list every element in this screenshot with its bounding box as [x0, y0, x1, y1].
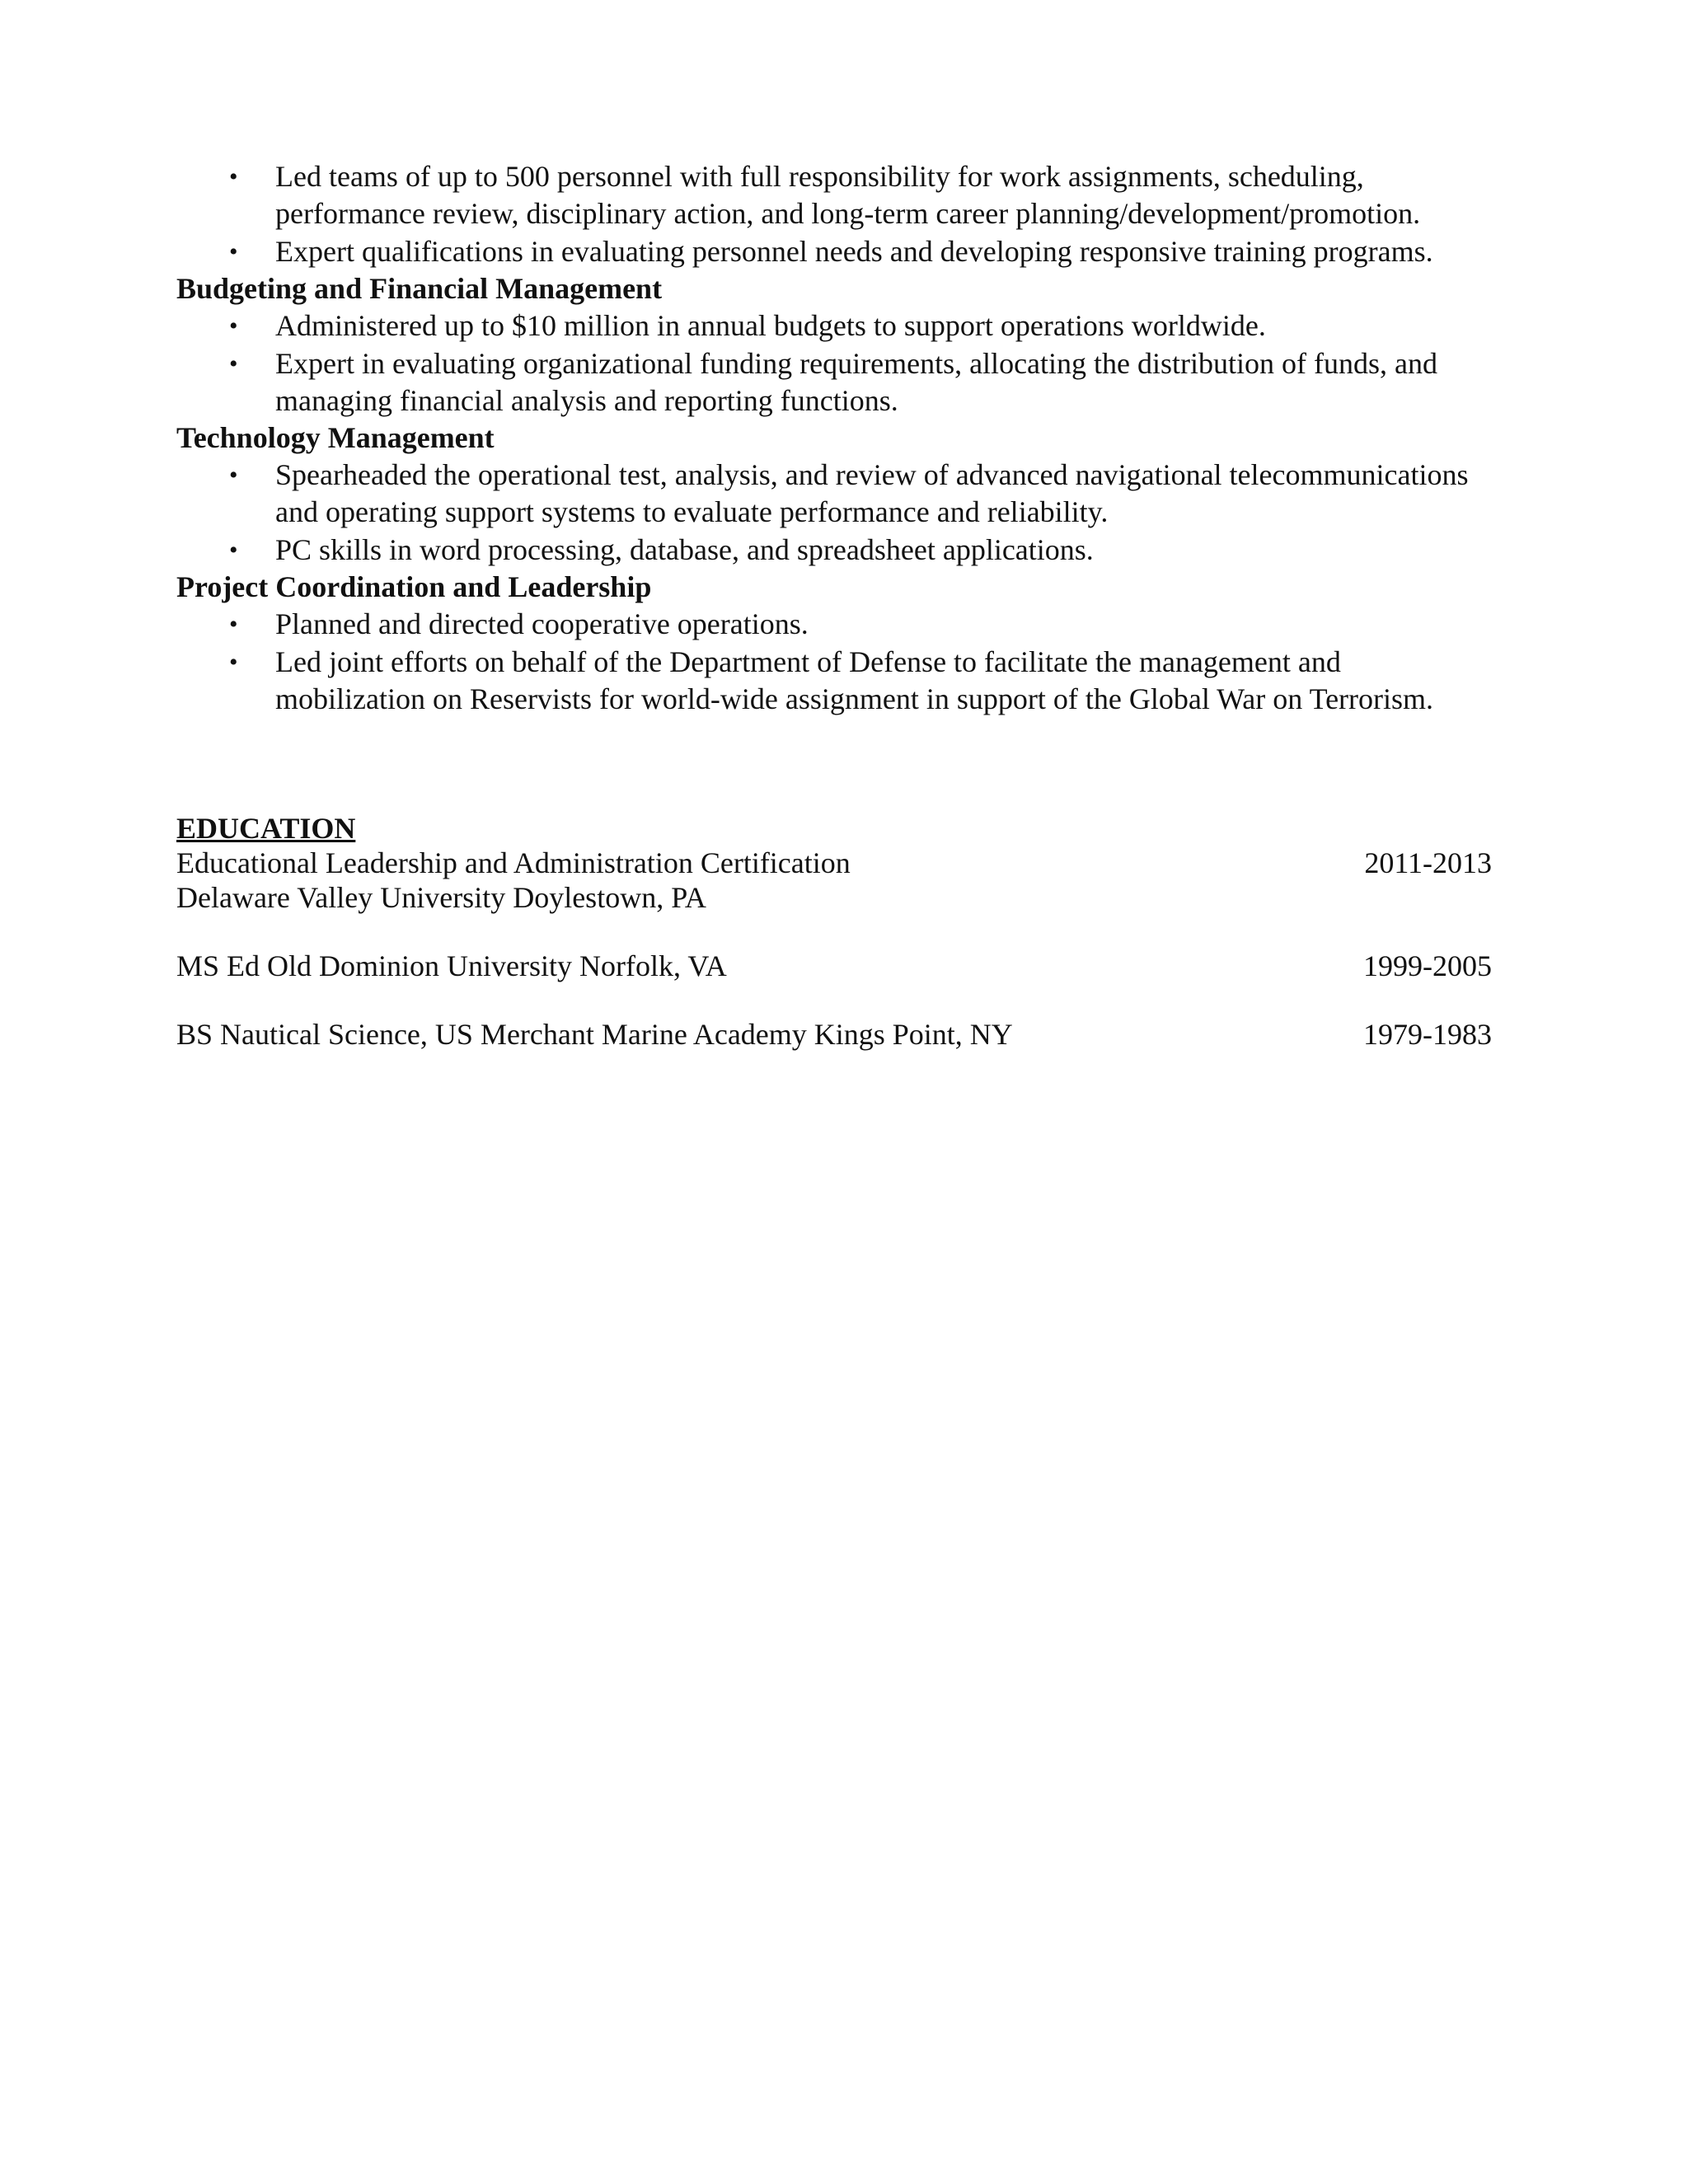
bullet-text: Led teams of up to 500 personnel with full responsibility for work assignments, scheduling, performance review, disciplinary action, and long-term career planning/development/promotion. [275, 160, 1421, 230]
bullet-icon: • [229, 312, 238, 340]
education-years: 2011-2013 [1364, 846, 1492, 879]
section-heading-project-coordination: Project Coordination and Leadership [176, 570, 652, 603]
intro-bullet-list [176, 158, 1492, 270]
education-institution: Delaware Valley University Doylestown, PA [176, 881, 706, 914]
section-heading-budgeting: Budgeting and Financial Management [176, 272, 663, 305]
list-item [176, 158, 1492, 232]
education-degree: MS Ed Old Dominion University Norfolk, VA [176, 949, 727, 982]
list-item [176, 457, 1492, 531]
bullet-icon: • [229, 649, 238, 676]
education-section [176, 811, 1492, 1052]
list-item [176, 307, 1492, 344]
bullet-text: Spearheaded the operational test, analysis, and review of advanced navigational telecommunications and operating support systems to evaluate performance and reliability. [275, 458, 1469, 528]
bullet-text: Planned and directed cooperative operations. [275, 607, 809, 640]
list-item [176, 345, 1492, 419]
budgeting-bullet-list [176, 307, 1492, 419]
bullet-icon: • [229, 537, 238, 564]
technology-bullet-list [176, 457, 1492, 569]
bullet-icon: • [229, 611, 238, 638]
section-heading-technology: Technology Management [176, 421, 495, 454]
bullet-icon: • [229, 350, 238, 377]
bullet-text: Expert qualifications in evaluating personnel needs and developing responsive training programs. [275, 235, 1433, 268]
bullet-icon: • [229, 462, 238, 489]
education-degree: BS Nautical Science, US Merchant Marine Academy Kings Point, NY [176, 1018, 1013, 1051]
bullet-text: Expert in evaluating organizational funding requirements, allocating the distribution of funds, and managing financial analysis and reporting functions. [275, 347, 1437, 417]
education-years: 1979-1983 [1363, 1018, 1492, 1051]
list-item [176, 644, 1492, 718]
list-item [176, 233, 1492, 270]
education-heading: EDUCATION [176, 812, 356, 845]
bullet-icon: • [229, 238, 238, 265]
list-item [176, 606, 1492, 643]
education-entry-row [176, 949, 1492, 983]
education-entry [176, 846, 1492, 915]
bullet-text: Led joint efforts on behalf of the Department of Defense to facilitate the management and mobilization on Reservists for world-wide assignment in support of the Global War on Terrorism. [275, 645, 1434, 715]
skills-content [176, 158, 1492, 718]
education-entry [176, 949, 1492, 983]
bullet-icon: • [229, 163, 238, 190]
education-entry-row [176, 1017, 1492, 1052]
bullet-text: Administered up to $10 million in annual budgets to support operations worldwide. [275, 309, 1266, 342]
education-entry-row [176, 846, 1492, 880]
bullet-text: PC skills in word processing, database, and spreadsheet applications. [275, 533, 1094, 566]
education-years: 1999-2005 [1363, 949, 1492, 982]
project-bullet-list [176, 606, 1492, 718]
education-degree: Educational Leadership and Administration Certification [176, 846, 851, 879]
list-item [176, 532, 1492, 569]
education-entry [176, 1017, 1492, 1052]
